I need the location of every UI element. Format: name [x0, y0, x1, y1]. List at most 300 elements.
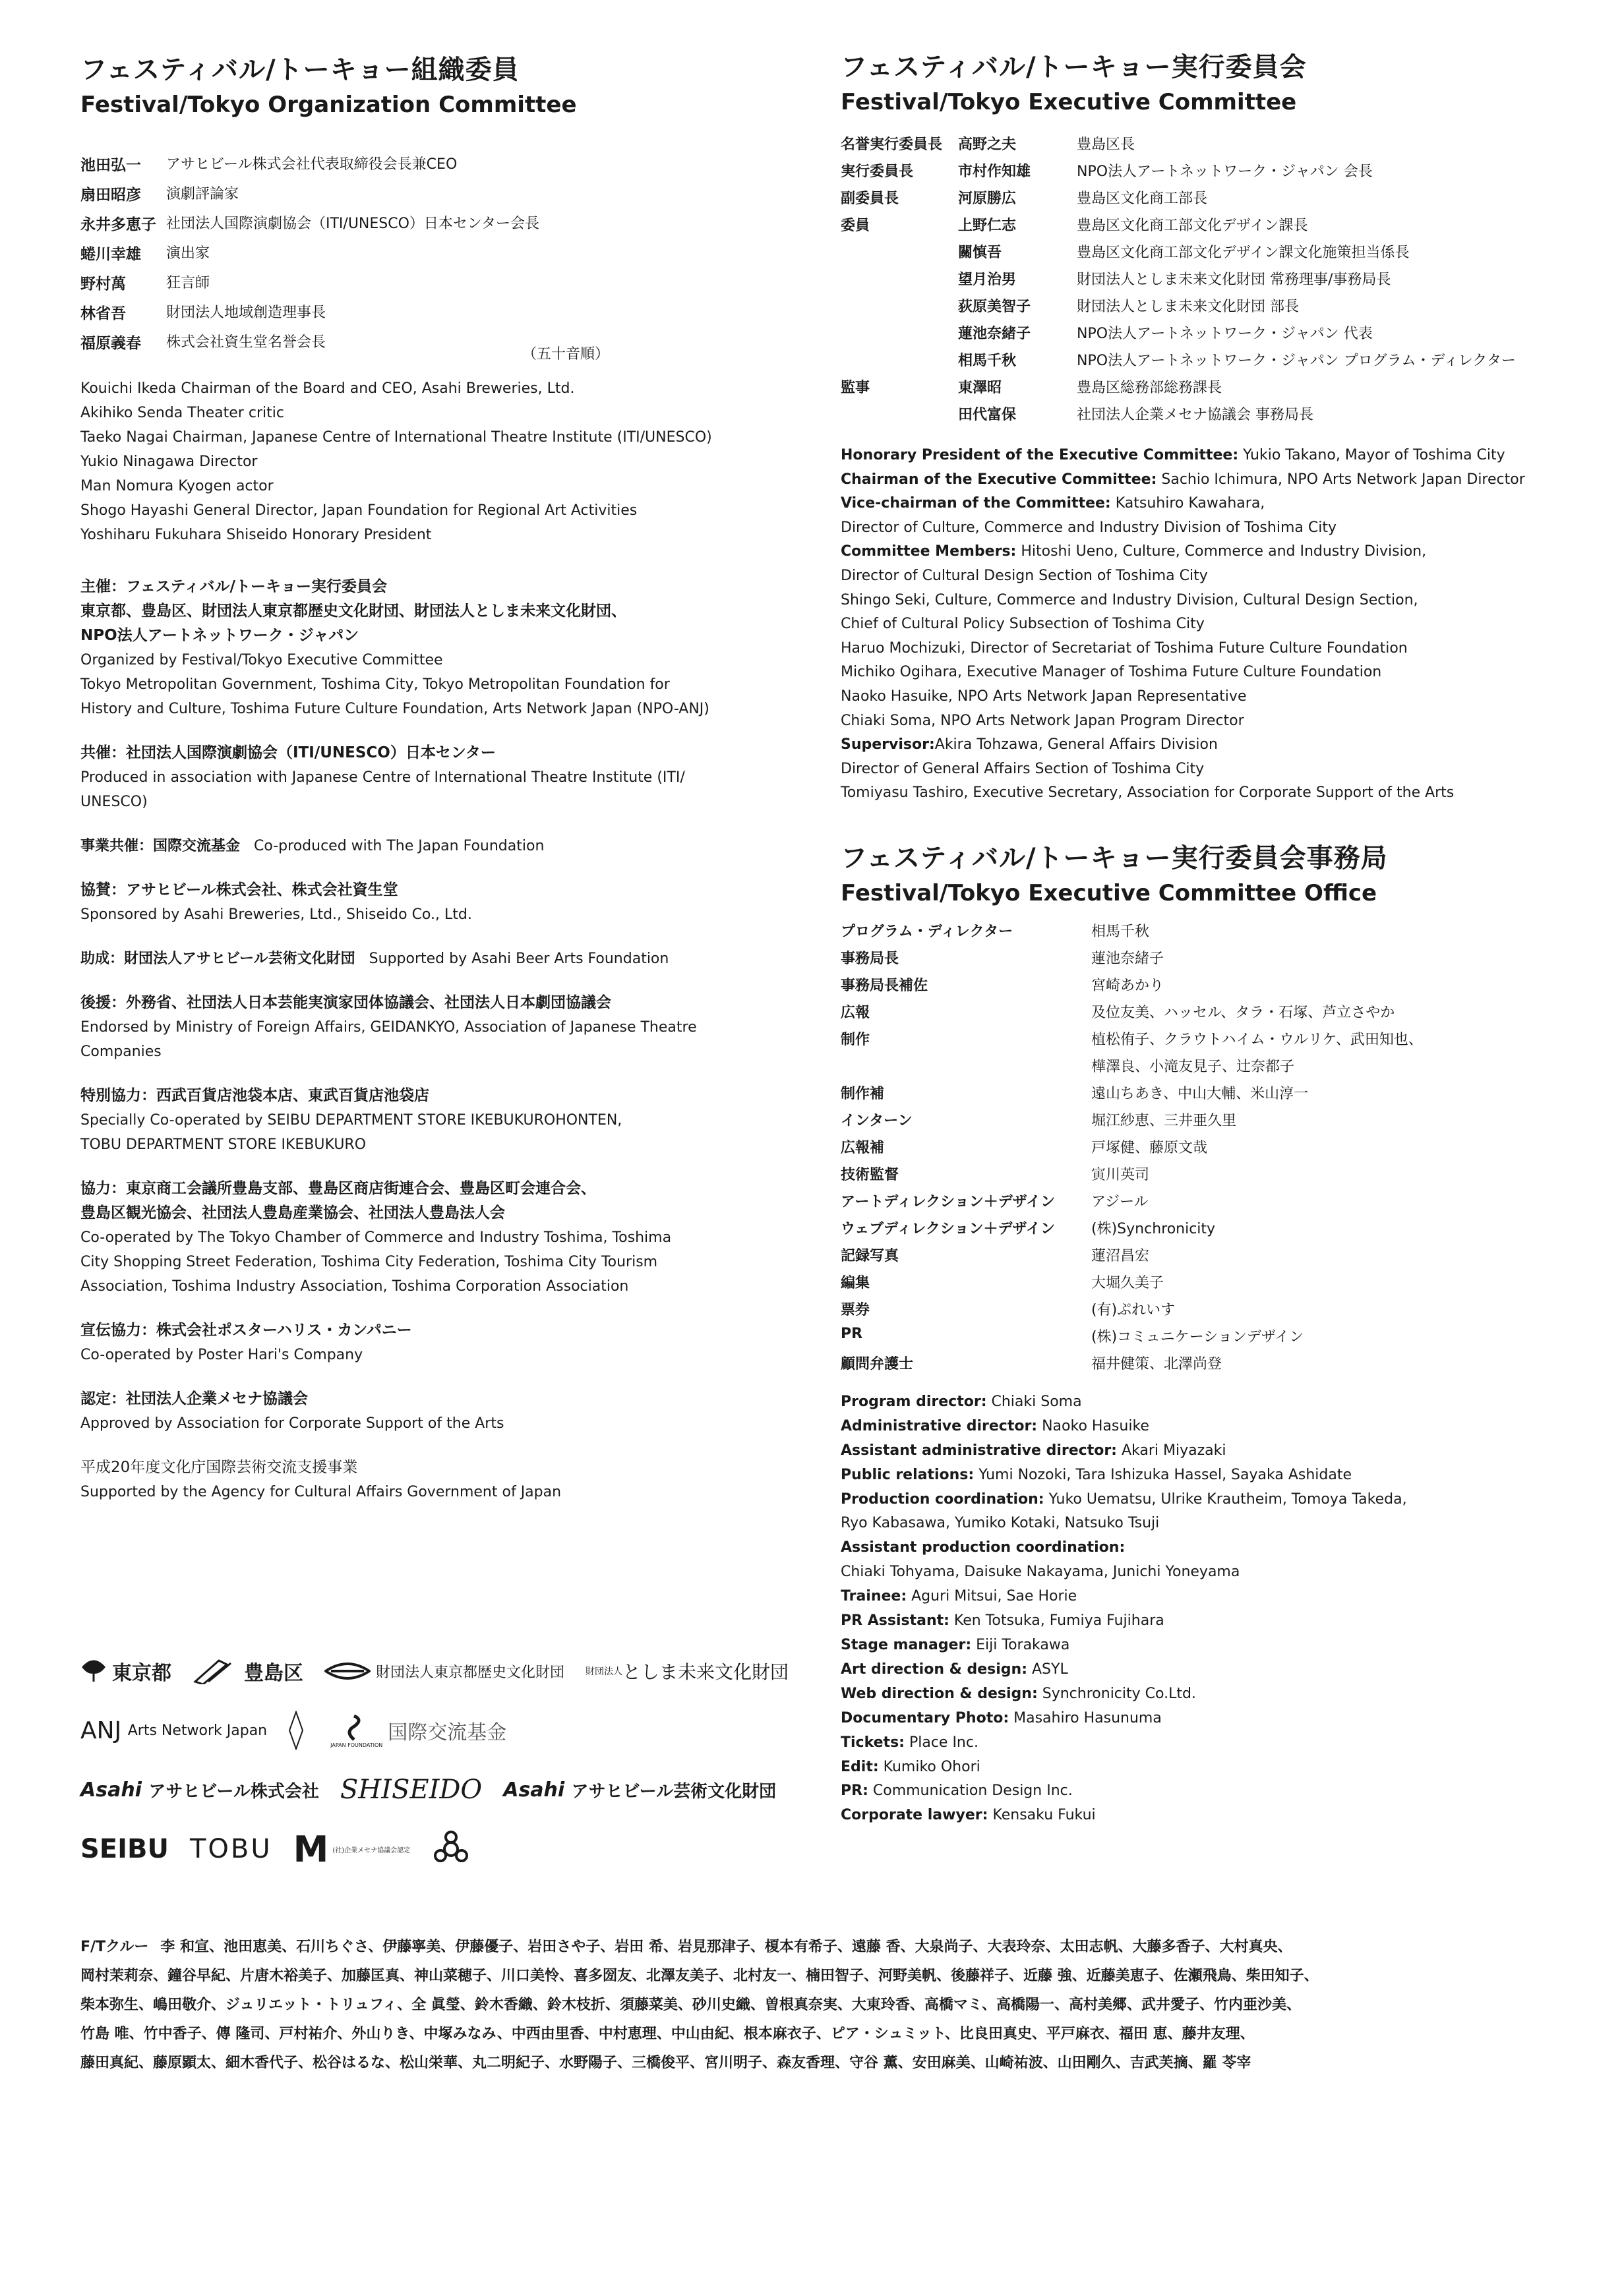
office-name: 及位友美、ハッセル、タラ・石塚、芦立さやか [1091, 1004, 1395, 1021]
office-en-label: Art direction & design: [841, 1661, 1028, 1678]
logo-text: SHISEIDO [340, 1775, 483, 1805]
credit-ja: NPO法人アートネットワーク・ジャパン [80, 627, 359, 644]
credit-ja: 平成20年度文化庁国際芸術交流支援事業 [80, 1459, 358, 1476]
exec-row [841, 133, 1516, 160]
office-en-text: Kumiko Ohori [878, 1758, 980, 1775]
exec-role: 実行委員長 [841, 163, 914, 180]
credit-ja: 協力：東京商工会議所豊島支部、豊島区商店街連合会、豊島区町会連合会、 [80, 1180, 596, 1197]
logo-text: M [293, 1828, 329, 1870]
office-row [841, 947, 1423, 974]
org-member-role: 財団法人地域創造理事長 [166, 305, 326, 321]
office-name: 福井健策、北澤尚登 [1091, 1355, 1222, 1372]
office-en-label: Trainee: [841, 1588, 907, 1605]
exec-en-text: Yukio Takano, Mayor of Toshima City [1238, 447, 1505, 463]
exec-en-text: Director of Culture, Commerce and Industry Division of Toshima City [841, 519, 1337, 536]
credit-ja: 豊島区観光協会、社団法人豊島産業協会、社団法人豊島法人会 [80, 1204, 505, 1222]
office-en-line [841, 1779, 1573, 1804]
office-name: 相馬千秋 [1091, 923, 1150, 940]
exec-role [841, 241, 958, 268]
credit-en: Supported by the Agency for Cultural Affairs Government of Japan [80, 1484, 562, 1500]
exec-role: 委員 [841, 218, 870, 234]
office-role: 票券 [841, 1301, 870, 1318]
exec-en-line [841, 637, 1573, 661]
credit-sponsored [80, 878, 806, 927]
office-en-line [841, 1634, 1573, 1658]
credit-ja: 東京都、豊島区、財団法人東京都歴史文化財団、財団法人としま未来文化財団、 [80, 603, 626, 620]
exec-aff: 豊島区長 [1077, 136, 1135, 153]
exec-section [841, 0, 1573, 806]
toshima-logo [193, 1657, 303, 1686]
office-role: インターン [841, 1112, 913, 1129]
office-en-label: Web direction & design: [841, 1685, 1038, 1702]
exec-aff: NPO法人アートネットワーク・ジャパン 代表 [1077, 326, 1373, 342]
credit-special [80, 1084, 806, 1157]
office-title-ja: フェスティバル/トーキョー実行委員会事務局 [841, 842, 1388, 873]
exec-row [841, 376, 1516, 403]
exec-en-label: Vice-chairman of the Committee: [841, 495, 1111, 512]
office-en-label: Edit: [841, 1758, 879, 1775]
office-row [841, 1082, 1423, 1109]
exec-en-line [841, 540, 1573, 564]
office-row [841, 1326, 1423, 1353]
exec-en-text: Director of General Affairs Section of Toshima City [841, 760, 1205, 777]
credit-en: Tokyo Metropolitan Government, Toshima City, Tokyo Metropolitan Foundation for [80, 676, 670, 693]
office-en-label: PR Assistant: [841, 1612, 949, 1630]
office-role: 制作補 [841, 1085, 885, 1102]
credit-agency [80, 1456, 806, 1504]
exec-en-text: Chief of Cultural Policy Subsection of Toshima City [841, 616, 1205, 633]
org-member-name: 野村萬 [80, 276, 126, 293]
exec-en-line [841, 757, 1573, 782]
credit-en: History and Culture, Toshima Future Culture Foundation, Arts Network Japan (NPO-ANJ) [80, 701, 709, 717]
exec-en-label: Supervisor: [841, 736, 935, 753]
exec-name: 高野之夫 [958, 136, 1017, 153]
exec-aff: 豊島区総務部総務課長 [1077, 380, 1222, 396]
exec-row [841, 403, 1516, 430]
seibu-logo [80, 1834, 169, 1864]
exec-members-ja [841, 133, 1516, 430]
credit-ja: 主催：フェスティバル/トーキョー実行委員会 [80, 578, 387, 595]
order-note: （五十音順） [522, 346, 610, 363]
credit-en: Co-produced with The Japan Foundation [254, 838, 545, 854]
exec-role [841, 403, 958, 430]
office-en-line [841, 1560, 1573, 1585]
office-en-line [841, 1707, 1573, 1731]
credit-en: Companies [80, 1044, 162, 1060]
org-member-row [80, 212, 539, 242]
office-en-label: Assistant production coordination: [841, 1539, 1126, 1556]
logo-text: TOBU [189, 1834, 272, 1864]
org-member-name: 福原義春 [80, 335, 141, 352]
org-member-name: 林省吾 [80, 305, 126, 322]
exec-en-text: Chiaki Soma, NPO Arts Network Japan Program Director [841, 712, 1244, 729]
exec-aff: NPO法人アートネットワーク・ジャパン プログラム・ディレクター [1077, 353, 1516, 369]
logo-sub-text: アサヒビール芸術文化財団 [571, 1781, 777, 1802]
credit-en: Co-operated by Poster Hari's Company [80, 1347, 363, 1363]
exec-aff: 豊島区文化商工部長 [1077, 191, 1208, 207]
crew-line: 竹島 唯、竹中香子、傳 隆司、戸村祐介、外山りき、中塚みなみ、中西由里香、中村恵理、中山由紀、根本麻衣子、ピア・シュミット、比良田真史、平戸麻衣、福田 恵、藤井友理、 [80, 2026, 1255, 2042]
exec-en-line [841, 468, 1573, 492]
exec-en-text: Naoko Hasuike, NPO Arts Network Japan Representative [841, 688, 1247, 705]
office-en-line [841, 1536, 1573, 1560]
office-name: 堀江紗恵、三井亜久里 [1091, 1112, 1237, 1129]
logo-text: 豊島区 [244, 1662, 303, 1685]
exec-aff: 豊島区文化商工部文化デザイン課長 [1077, 218, 1308, 234]
exec-en-label: Honorary President of the Executive Committee: [841, 447, 1239, 463]
exec-row [841, 160, 1516, 187]
office-en-text: Chiaki Tohyama, Daisuke Nakayama, Junichi Yoneyama [841, 1564, 1240, 1581]
exec-title-ja: フェスティバル/トーキョー実行委員会 [841, 52, 1307, 82]
exec-row [841, 268, 1516, 295]
jf-mark [330, 1713, 382, 1748]
japan-foundation-logo [330, 1713, 506, 1748]
org-members-en [80, 376, 806, 547]
crew-line [80, 1933, 1551, 1962]
logo-row [80, 1641, 806, 1701]
org-member-role: 演劇評論家 [166, 186, 239, 202]
credit-inline [80, 834, 806, 858]
org-title-ja: フェスティバル/トーキョー組織委員 [80, 55, 520, 85]
office-role: PR [841, 1325, 863, 1342]
office-en-line [841, 1682, 1573, 1707]
org-member-name: 扇田昭彦 [80, 187, 141, 204]
japan-foundation-icon [341, 1713, 367, 1742]
exec-en-text: Akira Tohzawa, General Affairs Division [934, 736, 1218, 753]
office-name: (株)Synchronicity [1091, 1220, 1216, 1237]
exec-name: 東澤昭 [958, 380, 1002, 396]
credit-ja: 助成：財団法人アサヒビール芸術文化財団 [80, 951, 355, 967]
office-en-line [841, 1658, 1573, 1682]
exec-role: 副委員長 [841, 191, 899, 207]
org-title-en: Festival/Tokyo Organization Committee [80, 92, 577, 118]
credit-coorganized [80, 741, 806, 814]
office-row [841, 1028, 1423, 1055]
exec-en-text: Sachio Ichimura, NPO Arts Network Japan Director [1157, 471, 1525, 488]
logo-row [80, 1819, 806, 1879]
office-en-text: ASYL [1027, 1661, 1068, 1678]
office-row [841, 974, 1423, 1001]
exec-en-line [841, 612, 1573, 637]
office-role: プログラム・ディレクター [841, 923, 1013, 940]
office-name: 戸塚健、藤原文哉 [1091, 1139, 1208, 1156]
office-en-text: Aguri Mitsui, Sae Horie [907, 1588, 1077, 1605]
org-member-name: 池田弘一 [80, 157, 141, 174]
ginkgo-icon [80, 1658, 107, 1684]
office-en-line [841, 1804, 1573, 1828]
office-en-line [841, 1463, 1573, 1488]
credit-en: Approved by Association for Corporate Support of the Arts [80, 1415, 504, 1432]
logo-text: SEIBU [80, 1834, 169, 1864]
left-column [80, 0, 806, 1870]
office-name: (有)ぷれいす [1091, 1301, 1176, 1318]
exec-aff: 社団法人企業メセナ協議会 事務局長 [1077, 407, 1313, 423]
office-role: 事務局長 [841, 950, 899, 967]
office-en-label: Production coordination: [841, 1490, 1044, 1508]
org-member-en: Yoshiharu Fukuhara Shiseido Honorary President [80, 527, 432, 543]
credit-en: Sponsored by Asahi Breweries, Ltd., Shiseido Co., Ltd. [80, 906, 472, 923]
office-en-label: Assistant administrative director: [841, 1442, 1117, 1459]
credit-ja: 共催：社団法人国際演劇協会（ITI/UNESCO）日本センター [80, 744, 496, 761]
office-name: 大堀久美子 [1091, 1274, 1164, 1291]
office-role: 記録写真 [841, 1247, 899, 1264]
credit-en: Specially Co-operated by SEIBU DEPARTMENT STORE IKEBUKUROHONTEN, [80, 1112, 622, 1129]
office-row [841, 1272, 1423, 1299]
exec-en-label: Chairman of the Executive Committee: [841, 471, 1157, 488]
exec-name: 河原勝広 [958, 191, 1017, 207]
office-en-text: Akari Miyazaki [1116, 1442, 1226, 1459]
office-role: 顧問弁護士 [841, 1355, 914, 1372]
office-name: アジール [1091, 1193, 1149, 1210]
credit-en: Organized by Festival/Tokyo Executive Committee [80, 652, 443, 668]
office-en-line [841, 1415, 1573, 1439]
exec-en-line [841, 709, 1573, 734]
exec-name: 市村作知雄 [958, 163, 1031, 180]
org-member-role: 狂言師 [166, 275, 210, 291]
exec-row [841, 214, 1516, 241]
anj-logo [80, 1717, 267, 1744]
exec-en-line [841, 444, 1573, 468]
logo-text: 国際交流基金 [388, 1721, 507, 1744]
office-en-line [841, 1731, 1573, 1755]
exec-row [841, 187, 1516, 214]
credit-coproduced [80, 834, 806, 858]
office-en-text: Naoko Hasuike [1037, 1417, 1149, 1434]
credit-en: Endorsed by Ministry of Foreign Affairs, GEIDANKYO, Association of Japanese Theatre [80, 1019, 697, 1036]
credit-en: City Shopping Street Federation, Toshima City Federation, Toshima City Tourism [80, 1254, 658, 1270]
exec-name: 望月治男 [958, 272, 1017, 288]
org-member-row [80, 183, 539, 212]
shiseido-logo [340, 1775, 482, 1805]
logo-sub-text: (社)企業メセナ協議会認定 [332, 1846, 411, 1854]
exec-row [841, 322, 1516, 349]
org-member-row [80, 272, 539, 301]
exec-en-line [841, 733, 1573, 757]
credit-organized [80, 575, 806, 721]
office-role: アートディレクション＋デザイン [841, 1193, 1056, 1210]
exec-en-text: Tomiyasu Tashiro, Executive Secretary, Association for Corporate Support of the Arts [841, 784, 1455, 802]
credit-ja: 認定：社団法人企業メセナ協議会 [80, 1390, 308, 1407]
credit-en: TOBU DEPARTMENT STORE IKEBUKURO [80, 1136, 367, 1153]
exec-members-en [841, 444, 1573, 806]
office-row [841, 1299, 1423, 1326]
office-name: 蓮池奈緒子 [1091, 950, 1164, 967]
asahi-arts-logo [503, 1778, 776, 1802]
logo-row [80, 1760, 806, 1819]
exec-en-text: Shingo Seki, Culture, Commerce and Industry Division, Cultural Design Section, [841, 591, 1418, 608]
credit-en: Produced in association with Japanese Centre of International Theatre Institute (ITI/ [80, 769, 685, 786]
office-en-label: Stage manager: [841, 1636, 972, 1653]
office-role: ウェブディレクション＋デザイン [841, 1220, 1055, 1237]
office-en-text: Chiaki Soma [986, 1393, 1082, 1410]
office-section [841, 840, 1573, 1828]
exec-en-text: Michiko Ogihara, Executive Manager of Toshima Future Culture Foundation [841, 664, 1382, 681]
org-member-en: Taeko Nagai Chairman, Japanese Centre of International Theatre Institute (ITI/UNESCO) [80, 429, 712, 446]
org-member-en: Kouichi Ikeda Chairman of the Board and CEO, Asahi Breweries, Ltd. [80, 380, 575, 397]
office-en-text: Place Inc. [904, 1734, 978, 1751]
office-en-label: Administrative director: [841, 1417, 1038, 1434]
office-name: (株)コミュニケーションデザイン [1091, 1328, 1304, 1345]
logo-row [80, 1701, 806, 1760]
crew-names: 李 和宣、池田恵美、石川ちぐさ、伊藤寧美、伊藤優子、岩田さや子、岩田 希、岩見那津子、榎本有希子、遠藤 香、大泉尚子、大表玲奈、太田志帆、大藤多香子、大村真央、 [160, 1939, 1292, 1955]
office-en-text: Eiji Torakawa [971, 1636, 1070, 1653]
exec-en-line [841, 492, 1573, 516]
credit-ja: 宣伝協力：株式会社ポスターハリス・カンパニー [80, 1322, 412, 1339]
credit-supported [80, 947, 806, 971]
office-name: 蓮沼昌宏 [1091, 1247, 1150, 1264]
exec-en-label: Committee Members: [841, 543, 1017, 560]
office-en-line [841, 1609, 1573, 1634]
toshima-mark-icon [193, 1658, 239, 1684]
logo-sub-text: アサヒビール株式会社 [148, 1781, 319, 1802]
exec-row [841, 295, 1516, 322]
office-row [841, 1001, 1423, 1028]
agency-logo [431, 1829, 476, 1869]
exec-row [841, 241, 1516, 268]
credit-cooperated [80, 1177, 806, 1299]
office-en-text: Ryo Kabasawa, Yumiko Kotaki, Natsuko Tsuji [841, 1515, 1160, 1532]
office-en-line [841, 1585, 1573, 1609]
exec-en-line [841, 516, 1573, 541]
office-role: 事務局長補佐 [841, 977, 928, 994]
office-row [841, 1353, 1423, 1380]
exec-role [841, 295, 958, 322]
exec-aff: 財団法人としま未来文化財団 常務理事/事務局長 [1077, 272, 1391, 288]
office-name: 寅川英司 [1091, 1166, 1150, 1183]
credit-inline [80, 947, 806, 971]
exec-en-text: Hitoshi Ueno, Culture, Commerce and Industry Division, [1016, 543, 1427, 560]
exec-row [841, 349, 1516, 376]
exec-en-text: Haruo Mochizuki, Director of Secretariat of Toshima Future Culture Foundation [841, 639, 1408, 657]
office-en-text: Kensaku Fukui [988, 1807, 1096, 1824]
asahi-logo [80, 1778, 319, 1802]
credit-en: UNESCO) [80, 794, 148, 810]
office-role [841, 1055, 1091, 1082]
toshima-mirai-logo [586, 1658, 789, 1684]
org-member-role: 株式会社資生堂名誉会長 [166, 334, 326, 351]
diamond-logo [288, 1711, 309, 1750]
office-en-text: Yumi Nozoki, Tara Ishizuka Hassel, Sayaka Ashidate [974, 1466, 1352, 1483]
tokyo-logo [80, 1657, 171, 1686]
credit-ja: 事業共催：国際交流基金 [80, 838, 241, 854]
org-member-en: Yukio Ninagawa Director [80, 454, 258, 470]
exec-en-text: Director of Cultural Design Section of Toshima City [841, 567, 1208, 584]
office-en-text: Yuko Uematsu, Ulrike Krautheim, Tomoya Takeda, [1044, 1490, 1407, 1508]
org-member-row [80, 331, 539, 361]
office-role: 制作 [841, 1031, 870, 1048]
exec-en-line [841, 589, 1573, 613]
office-en-label: Program director: [841, 1393, 987, 1410]
exec-title-en: Festival/Tokyo Executive Committee [841, 89, 1297, 115]
org-member-row [80, 153, 539, 183]
office-row [841, 1163, 1423, 1191]
logo-small-text: 財団法人 [586, 1666, 623, 1677]
exec-aff: NPO法人アートネットワーク・ジャパン 会長 [1077, 163, 1373, 180]
office-title-en: Festival/Tokyo Executive Committee Office [841, 879, 1377, 906]
org-member-en: Man Nomura Kyogen actor [80, 478, 274, 494]
office-row [841, 1245, 1423, 1272]
exec-role [841, 349, 958, 376]
office-en-text: Communication Design Inc. [868, 1782, 1073, 1800]
org-member-name: 永井多恵子 [80, 216, 156, 233]
org-member-role: アサヒビール株式会社代表取締役会長兼CEO [166, 156, 458, 173]
tobu-logo [190, 1834, 272, 1864]
office-en-line [841, 1755, 1573, 1780]
office-role: 広報補 [841, 1139, 885, 1156]
exec-aff: 財団法人としま未来文化財団 部長 [1077, 299, 1299, 315]
exec-name: 相馬千秋 [958, 353, 1017, 369]
rekishi-logo [324, 1659, 564, 1683]
office-staff-en [841, 1390, 1573, 1828]
crew-line: 岡村茉莉奈、鐘谷早紀、片唐木裕美子、加藤匡真、神山菜穂子、川口美怜、喜多圀友、北澤友美子、北村友一、楠田智子、河野美帆、後藤祥子、近藤 強、近藤美恵子、佐瀬飛鳥、柴田知子、 [80, 1968, 1319, 1984]
rekishi-mark-icon [324, 1659, 371, 1683]
credit-en: Association, Toshima Industry Association, Toshima Corporation Association [80, 1278, 629, 1295]
office-role: 技術監督 [841, 1166, 899, 1183]
logo-text: Asahi [80, 1778, 142, 1802]
org-member-en: Akihiko Senda Theater critic [80, 405, 284, 421]
right-column [841, 0, 1573, 1828]
exec-name: 蓮池奈緒子 [958, 326, 1031, 342]
logo-text: としま未来文化財団 [622, 1661, 789, 1683]
office-en-label: Public relations: [841, 1466, 975, 1483]
crew-section [80, 1933, 1551, 2078]
office-en-line [841, 1488, 1573, 1512]
exec-en-line [841, 781, 1573, 806]
org-section [80, 0, 806, 547]
crew-label: F/Tクルー [80, 1939, 149, 1955]
office-name: 宮崎あかり [1091, 977, 1164, 994]
org-member-en: Shogo Hayashi General Director, Japan Foundation for Regional Art Activities [80, 502, 638, 519]
credit-endorsed [80, 991, 806, 1064]
exec-en-line [841, 661, 1573, 685]
office-row [841, 1109, 1423, 1136]
office-en-label: Corporate lawyer: [841, 1807, 988, 1824]
logo-sub-text: Arts Network Japan [127, 1722, 268, 1739]
office-en-text: Masahiro Hasunuma [1009, 1709, 1162, 1726]
office-row [841, 1218, 1423, 1245]
credit-ja: 協賛：アサヒビール株式会社、株式会社資生堂 [80, 881, 398, 898]
office-row [841, 1055, 1423, 1082]
office-en-text: Synchronicity Co.Ltd. [1037, 1685, 1196, 1702]
diamond-icon [288, 1711, 304, 1750]
mecenat-logo [293, 1829, 411, 1870]
exec-en-line [841, 564, 1573, 589]
logo-text: 財団法人東京都歴史文化財団 [376, 1664, 565, 1681]
logo-text: Asahi [503, 1778, 565, 1802]
exec-name: 田代富保 [958, 407, 1017, 423]
office-name: 樺澤良、小滝友見子、辻奈都子 [1091, 1058, 1295, 1075]
office-name: 植松侑子、クラウトハイム・ウルリケ、武田知也、 [1091, 1031, 1423, 1048]
org-member-role: 社団法人国際演劇協会（ITI/UNESCO）日本センター会長 [166, 216, 540, 232]
office-en-line [841, 1512, 1573, 1536]
office-row [841, 920, 1423, 947]
office-row [841, 1191, 1423, 1218]
office-staff-ja [841, 920, 1423, 1380]
org-member-name: 蜷川幸雄 [80, 246, 141, 263]
org-member-role: 演出家 [166, 245, 210, 262]
office-en-line [841, 1439, 1573, 1463]
logo-text: 東京都 [112, 1662, 171, 1685]
credit-en: Co-operated by The Tokyo Chamber of Commerce and Industry Toshima, Toshima [80, 1229, 672, 1246]
logo-sub-text: JAPAN FOUNDATION [330, 1742, 383, 1748]
org-member-row [80, 242, 539, 272]
credit-pr [80, 1318, 806, 1367]
exec-name: 上野仁志 [958, 218, 1017, 234]
office-en-label: PR: [841, 1782, 868, 1800]
crew-line: 藤田真紀、藤原顕太、細木香代子、松谷はるな、松山栄華、丸二明紀子、水野陽子、三橋俊平、宮川明子、森友香理、守谷 薫、安田麻美、山崎祐波、山田剛久、吉武芙摘、羅 苓宰 [80, 2055, 1251, 2071]
exec-name: 關慎吾 [958, 245, 1002, 261]
exec-role: 名誉実行委員長 [841, 136, 943, 153]
credit-ja: 特別協力：西武百貨店池袋本店、東武百貨店池袋店 [80, 1087, 429, 1104]
